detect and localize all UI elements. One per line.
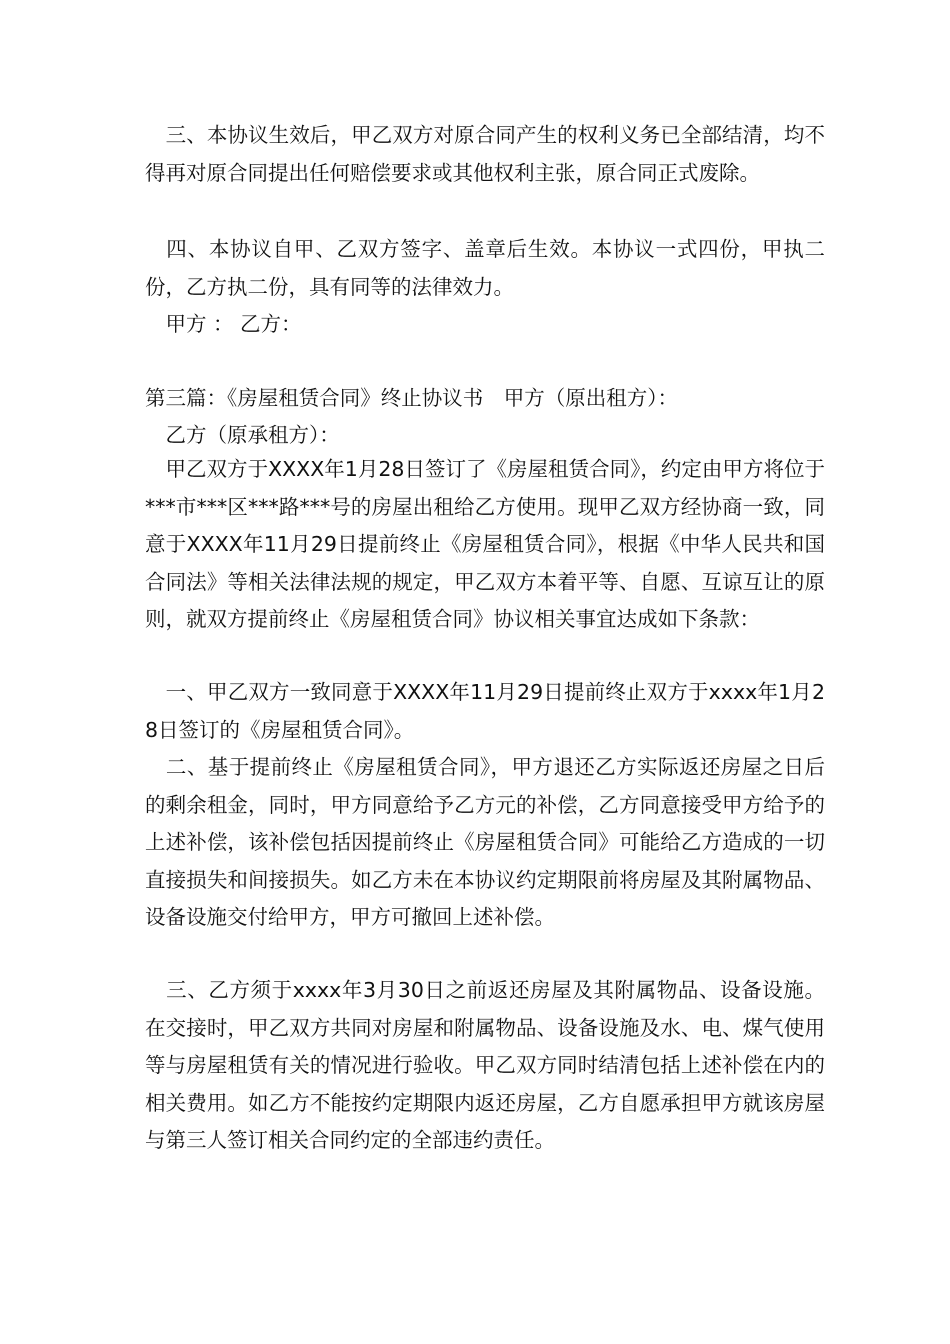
paragraph-preamble: 甲乙双方于XXXX年1月28日签订了《房屋租赁合同》，约定由甲方将位于***市***区***路***号的房屋出租给乙方使用。现甲乙双方经协商一致，同意于XXXX年11月29日提前终止《房屋租赁合同》，根据《中华人民共和国合同法》等相关法律法规的规定，甲乙双方本着平等、自愿、互谅互让的原则，就双方提前终止《房屋租赁合同》协议相关事宜达成如下条款： <box>145 457 825 631</box>
paragraph-clause-2: 二、基于提前终止《房屋租赁合同》，甲方退还乙方实际返还房屋之日后的剩余租金，同时，甲方同意给予乙方元的补偿，乙方同意接受甲方给予的上述补偿，该补偿包括因提前终止《房屋租赁合同》可能给乙方造成的一切直接损失和间接损失。如乙方未在本协议约定期限前将房屋及其附属物品、设备设施交付给甲方，甲方可撤回上述补偿。 <box>145 755 825 929</box>
section-title-part-3: 第三篇：《房屋租赁合同》终止协议书 甲方（原出租方）： <box>145 386 678 410</box>
signature-line: 甲方 ： 乙方： <box>145 312 302 336</box>
paragraph-clause-1: 一、甲乙双方一致同意于XXXX年11月29日提前终止双方于xxxx年1月28日签订的《房屋租赁合同》。 <box>145 680 825 742</box>
party-b-line: 乙方（原承租方）： <box>145 423 340 447</box>
paragraph-clause-4-effect: 四、本协议自甲、乙双方签字、盖章后生效。本协议一式四份，甲执二份，乙方执二份，具有同等的法律效力。 <box>145 237 825 299</box>
paragraph-clause-3-return: 三、乙方须于xxxx年3月30日之前返还房屋及其附属物品、设备设施。在交接时，甲乙双方共同对房屋和附属物品、设备设施及水、电、煤气使用等与房屋租赁有关的情况进行验收。甲乙双方同时结清包括上述补偿在内的相关费用。如乙方不能按约定期限内返还房屋，乙方自愿承担甲方就该房屋与第三人签订相关合同约定的全部违约责任。 <box>145 978 825 1152</box>
paragraph-clause-3-settlement: 三、本协议生效后，甲乙双方对原合同产生的权利义务已全部结清，均不得再对原合同提出任何赔偿要求或其他权利主张，原合同正式废除。 <box>145 123 825 185</box>
